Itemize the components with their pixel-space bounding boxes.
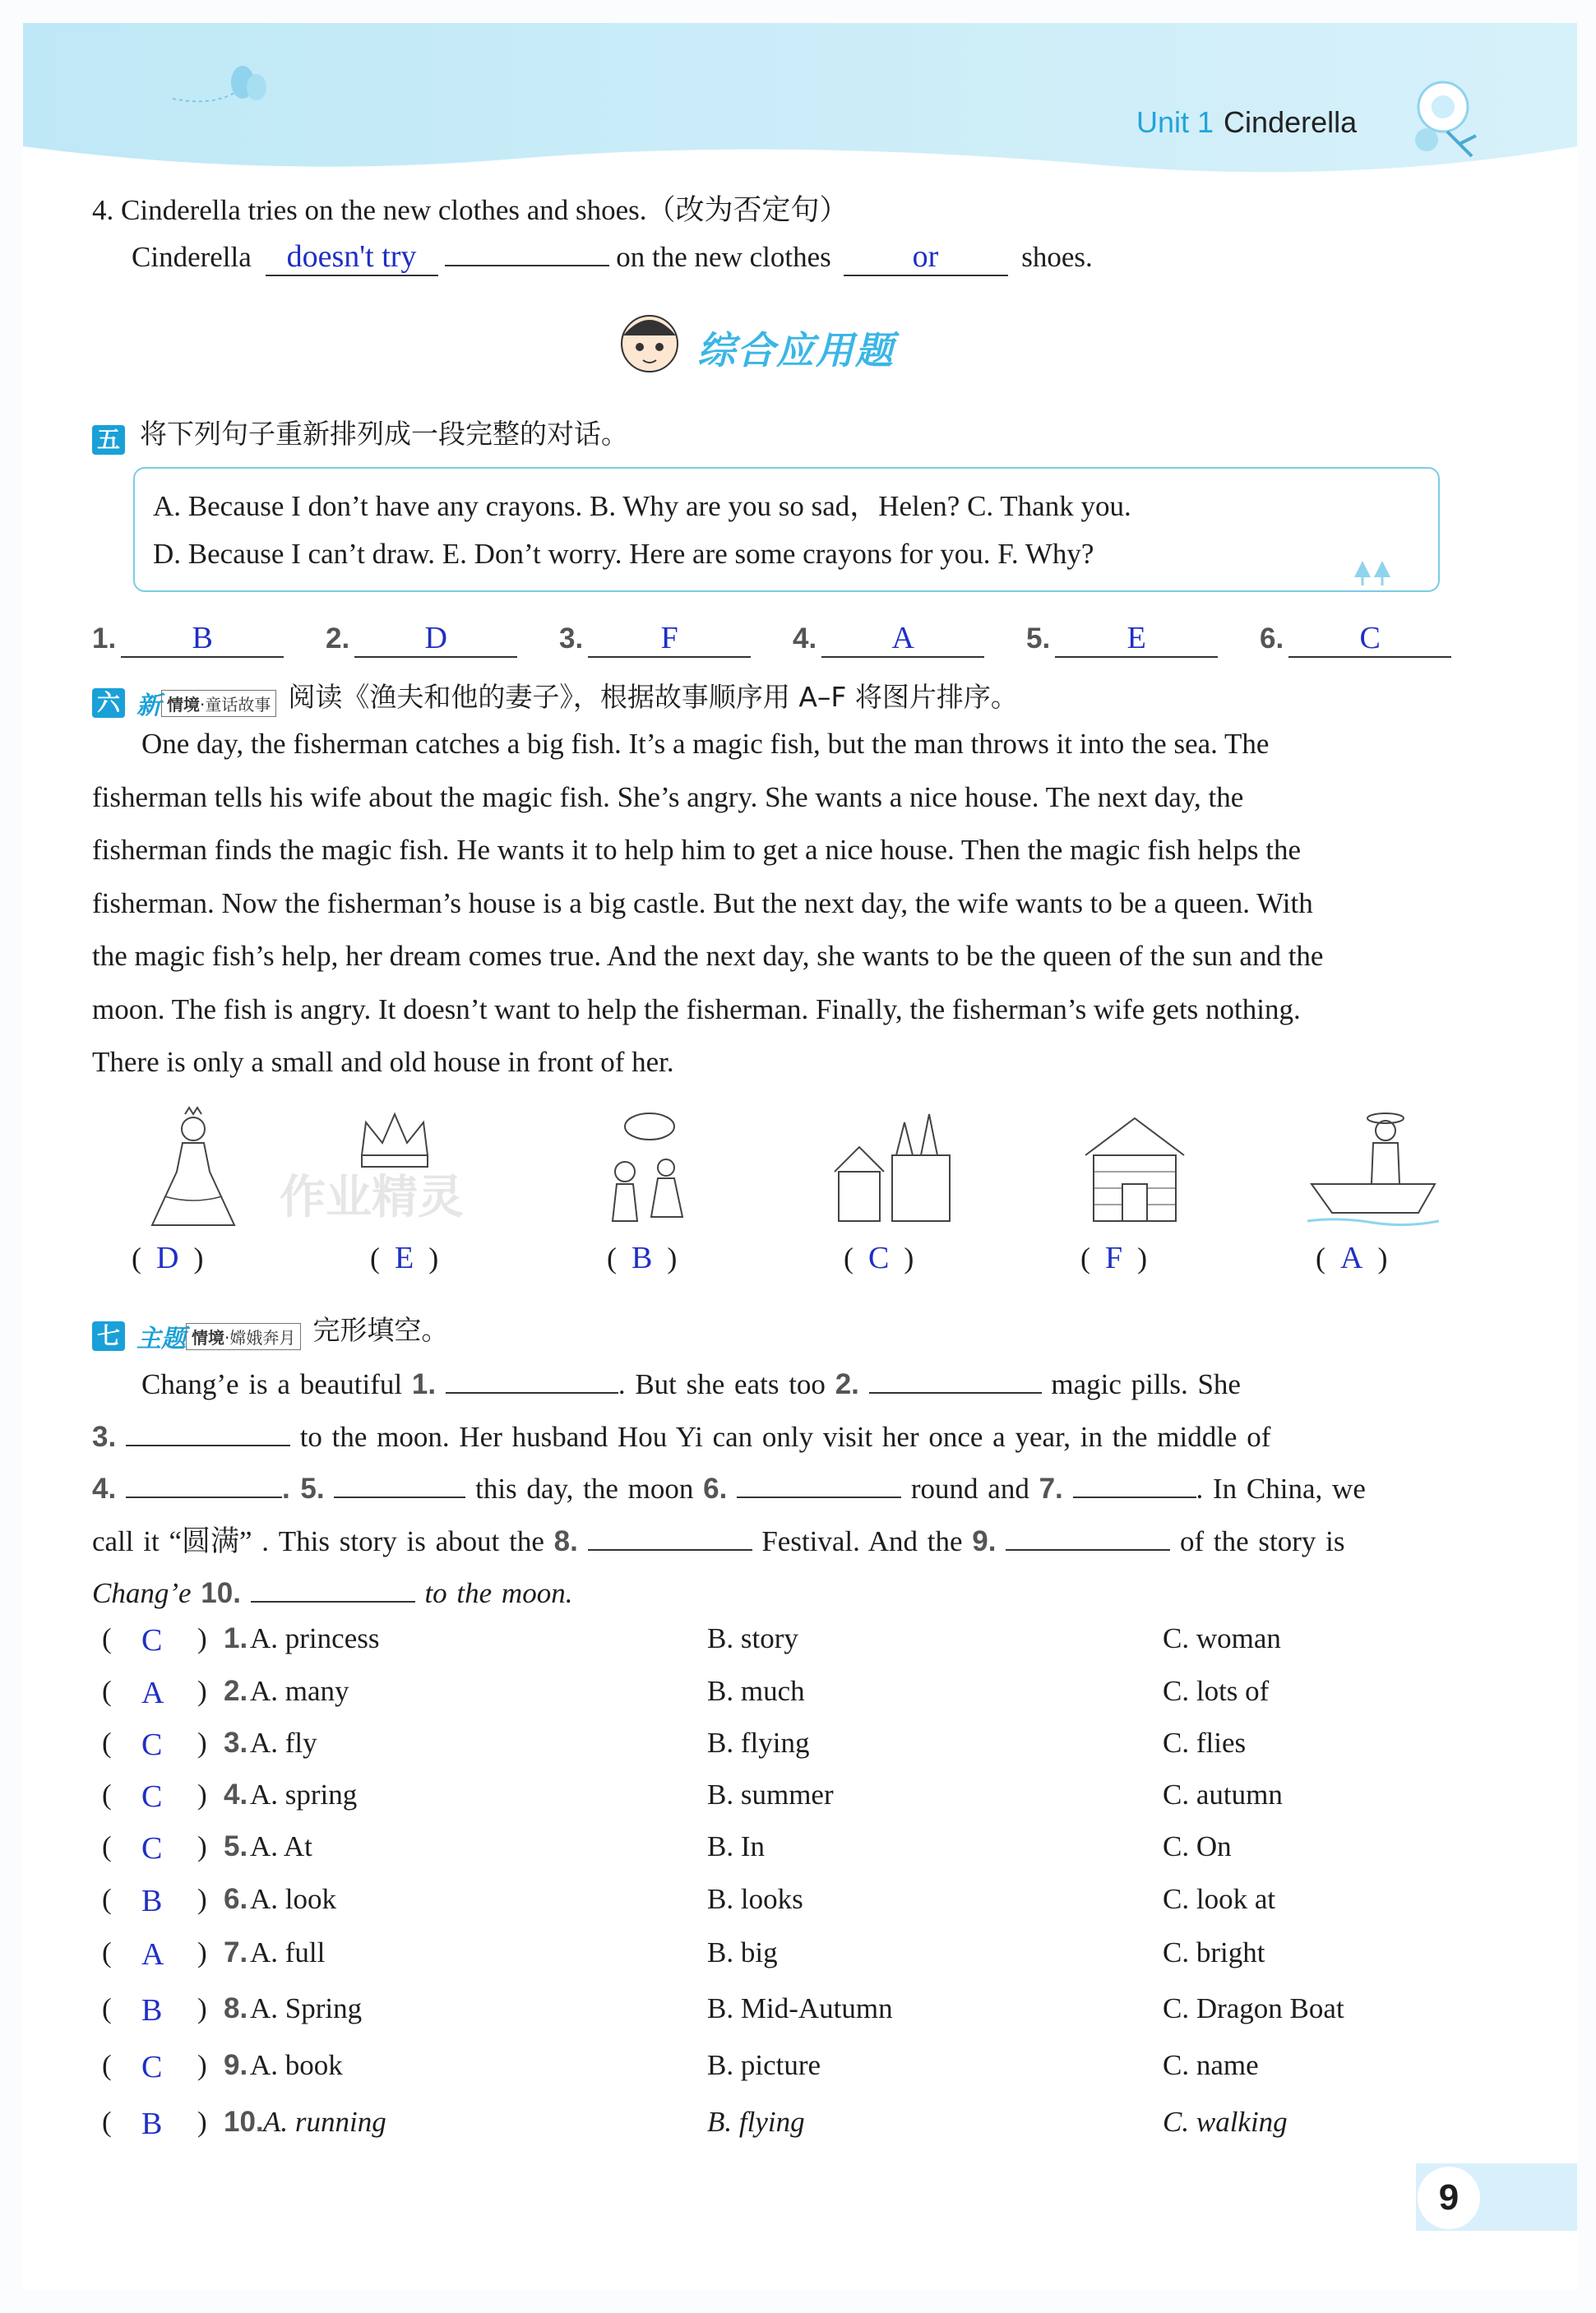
picture-answer-2-letter: E (395, 1241, 414, 1275)
sec6-line-3: fisherman finds the magic fish. He wants it to help him to get a nice house. Then the magic fish helps the (92, 834, 1301, 866)
question-paren-close: ) (197, 1675, 207, 1707)
sec7-num-5: . 5. (281, 1473, 325, 1505)
picture-answer-6: ( A ) (1316, 1241, 1388, 1275)
sec6-line-6: moon. The fish is angry. It doesn’t want to help the fisherman. Finally, the fisherman’s wife gets nothing. (92, 992, 1301, 1025)
q4-answer-line (132, 238, 1093, 276)
banner-title: 综合应用题 (697, 328, 895, 372)
sec5-item-4-num: 4. (793, 622, 817, 655)
sec5-answer-1: B (192, 621, 213, 655)
option-c: C. autumn (1163, 1779, 1283, 1811)
sec7-num-9: 9. (972, 1524, 997, 1557)
sec7-text-4b: Festival. And the (761, 1524, 963, 1557)
sec7-num-1: 1. (411, 1368, 437, 1400)
sec7-blank-3 (126, 1445, 290, 1446)
sec7-blank-5 (334, 1497, 465, 1498)
sec7-text-1c: magic pills. She (1051, 1368, 1241, 1400)
picture-answer-4-letter: C (868, 1241, 890, 1275)
option-b: B. flying (707, 1727, 810, 1759)
sec7-number: 七 (92, 1321, 125, 1351)
sec5-options-line1: A. Because I don’t have any crayons. B. Why are you so sad，Helen? C. Thank you. (153, 490, 1131, 522)
sec7-text-1b: . But she eats too (618, 1368, 826, 1400)
sec6-tag-topic: 童话故事 (205, 694, 271, 715)
sec7-text-2a: to the moon. Her husband Hou Yi can only visit her once a year, in the middle of (299, 1420, 1271, 1453)
question-paren-close: ) (197, 1779, 207, 1811)
sec7-passage (92, 1358, 1482, 1620)
sec5-answer-6: C (1359, 621, 1381, 655)
sec5-item-2-num: 2. (326, 622, 350, 655)
option-a: A. book (250, 2049, 343, 2081)
sec7-blank-6 (737, 1497, 901, 1498)
option-c: C. flies (1163, 1727, 1247, 1759)
sec6-line-7: There is only a small and old house in front of her. (92, 1046, 674, 1078)
question-number: 6. (224, 1883, 248, 1915)
sec7-num-4: 4. (92, 1473, 117, 1505)
option-a: A. running (263, 2106, 386, 2138)
question-answer: C (141, 1831, 163, 1866)
sec7-blank-2 (869, 1392, 1042, 1394)
question-row (92, 1883, 1490, 1932)
option-c: C. lots of (1163, 1675, 1270, 1707)
question-number: 10. (224, 2106, 264, 2138)
question-paren: ( (102, 1622, 112, 1654)
question-paren-close: ) (197, 1830, 207, 1862)
sec7-num-2: 2. (835, 1368, 859, 1400)
question-paren-close: ) (197, 1992, 207, 2024)
option-c: C. woman (1163, 1622, 1281, 1654)
sec6-passage (92, 718, 1482, 1089)
sec6-number: 六 (92, 688, 125, 718)
sec7-text-4a: call it “圆满” . This story is about the (92, 1524, 544, 1557)
sec5-blank-5 (1055, 620, 1218, 658)
question-row (92, 1675, 1490, 1724)
sec5-item-1 (92, 620, 284, 658)
question-answer: B (141, 1884, 163, 1918)
question-number: 3. (224, 1727, 248, 1759)
sec7-text-3b: round and (910, 1473, 1029, 1505)
sec7-text-1a: Chang’e is a beautiful (141, 1368, 403, 1400)
sec5-answer-4: A (891, 621, 914, 655)
sec7-text-4c: of the story is (1179, 1524, 1345, 1557)
option-b: B. picture (707, 2049, 821, 2081)
option-b: B. story (707, 1622, 798, 1654)
question-paren: ( (102, 1992, 112, 2024)
sec7-blank-10 (251, 1601, 415, 1603)
picture-answer-5: ( F ) (1080, 1241, 1148, 1275)
question-paren-close: ) (197, 2049, 207, 2081)
sec5-item-1-num: 1. (92, 622, 117, 655)
sec7-line-1 (92, 1358, 1482, 1411)
butterfly-icon (164, 58, 271, 115)
sec7-tag-context-label: 情境 (192, 1327, 224, 1348)
question-answer: C (141, 1623, 163, 1658)
question-number: 7. (224, 1936, 248, 1968)
sec6-title: 阅读《渔夫和他的妻子》，根据故事顺序用 A–F 将图片排序。 (288, 681, 1018, 713)
unit-label: Unit 1 (1136, 105, 1214, 139)
picture-fish-wife (592, 1106, 707, 1237)
q4-lead: Cinderella (132, 241, 252, 273)
sec7-text-5b: to the moon. (424, 1577, 573, 1609)
sec7-tag-topic: 嫦娥奔月 (229, 1327, 296, 1348)
option-a: A. full (250, 1936, 326, 1968)
sec5-blank-1 (121, 620, 284, 658)
option-a: A. fly (250, 1727, 317, 1759)
sec7-heading (92, 1309, 448, 1354)
picture-answer-2: ( E ) (370, 1241, 439, 1275)
sec7-tag-context: 情境·嫦娥奔月 (186, 1323, 301, 1350)
sec5-item-3-num: 3. (559, 622, 584, 655)
sec7-line-3 (92, 1463, 1482, 1515)
page-number-tab (1416, 2163, 1577, 2231)
sec6-line-1 (92, 718, 1482, 771)
sec7-line-5 (92, 1567, 1482, 1620)
question-paren-close: ) (197, 1727, 207, 1759)
question-number: 9. (224, 2049, 248, 2081)
sec7-num-10: 10. (201, 1577, 241, 1609)
sec5-answer-2: D (424, 621, 447, 655)
sec6-tag-context-label: 情境 (167, 694, 200, 715)
option-c: C. look at (1163, 1883, 1276, 1915)
picture-answer-5-letter: F (1105, 1241, 1123, 1275)
question-paren-close: ) (197, 2106, 207, 2138)
sec5-answer-5: E (1126, 621, 1146, 655)
sec6-line-2: fisherman tells his wife about the magic fish. She’s angry. She wants a nice house. The next day, the (92, 780, 1244, 813)
sec6-line-5: the magic fish’s help, her dream comes true. And the next day, she wants to be the queen of the sun and the (92, 940, 1324, 972)
question-answer: C (141, 1779, 163, 1814)
question-number: 5. (224, 1830, 248, 1862)
sec6-line-1-text: One day, the fisherman catches a big fish. It’s a magic fish, but the man throws it into the sea. The (141, 728, 1270, 760)
sec7-blank-8 (588, 1549, 752, 1551)
page-number: 9 (1418, 2167, 1480, 2229)
sec7-num-8: 8. (553, 1524, 578, 1557)
sec6-heading (92, 676, 1018, 721)
q4-blank-2 (445, 265, 609, 266)
sec7-blank-4 (126, 1497, 282, 1498)
sec7-blank-9 (1006, 1549, 1170, 1551)
picture-answer-3: ( B ) (607, 1241, 678, 1275)
sec5-blank-6 (1288, 620, 1451, 658)
q4-answer-2: or (912, 239, 939, 274)
question-answer: C (141, 1728, 163, 1762)
question-answer: B (141, 2107, 163, 2141)
question-paren: ( (102, 1727, 112, 1759)
sec7-blank-7 (1073, 1497, 1196, 1498)
sec7-num-3: 3. (92, 1420, 117, 1453)
question-row (92, 1936, 1490, 1986)
question-answer: B (141, 1993, 163, 2028)
sec7-text-3c: . In China, we (1196, 1473, 1366, 1505)
sec7-text-5a: Chang’e (92, 1577, 192, 1609)
sec5-heading (92, 413, 628, 455)
picture-answer-1-letter: D (156, 1241, 179, 1275)
question-paren-close: ) (197, 1622, 207, 1654)
sec7-text-3a: this day, the moon (475, 1473, 694, 1505)
header-unit-title (1136, 105, 1357, 140)
q4-blank-1 (266, 238, 438, 276)
question-paren: ( (102, 2106, 112, 2138)
option-b: B. summer (707, 1779, 834, 1811)
option-a: A. many (250, 1675, 349, 1707)
sec5-answer-row (92, 613, 1490, 663)
sec7-num-7: 7. (1039, 1473, 1063, 1505)
question-number: 2. (224, 1675, 248, 1707)
question-paren: ( (102, 1779, 112, 1811)
question-row (92, 1622, 1490, 1672)
sec6-tag-new: 新 (136, 692, 161, 721)
boy-icon (608, 303, 691, 385)
picture-answer-6-letter: A (1340, 1241, 1363, 1275)
question-row (92, 2106, 1490, 2155)
sec7-line-4 (92, 1515, 1482, 1568)
question-row (92, 1992, 1490, 2042)
unit-title: Cinderella (1224, 105, 1358, 139)
sec5-item-4 (793, 620, 984, 658)
question-paren-close: ) (197, 1936, 207, 1968)
question-row (92, 1830, 1490, 1880)
option-b: B. In (707, 1830, 765, 1862)
sec6-tag-context: 情境·童话故事 (161, 690, 276, 717)
sec5-item-2 (326, 620, 517, 658)
question-row (92, 1727, 1490, 1776)
picture-fisherman-boat (1307, 1106, 1439, 1237)
sec7-num-6: 6. (703, 1473, 728, 1505)
flower-icon (1398, 66, 1497, 164)
question-answer: A (141, 1937, 164, 1972)
picture-castle (830, 1106, 962, 1237)
question-paren: ( (102, 2049, 112, 2081)
sec5-item-6-num: 6. (1260, 622, 1284, 655)
sec7-blank-1 (446, 1392, 618, 1394)
option-b: B. big (707, 1936, 778, 1968)
option-b: B. Mid-Autumn (707, 1992, 893, 2024)
sec5-blank-4 (821, 620, 984, 658)
option-c: C. name (1163, 2049, 1259, 2081)
option-b: B. looks (707, 1883, 803, 1915)
option-b: B. flying (707, 2106, 805, 2138)
picture-old-house (1077, 1106, 1192, 1237)
sec5-item-3 (559, 620, 751, 658)
trees-icon (1353, 559, 1394, 587)
q4-answer-1: doesn't try (286, 239, 417, 274)
sec5-options-line2: D. Because I can’t draw. E. Don’t worry. Here are some crayons for you. F. Why? (153, 538, 1094, 570)
sec7-title: 完形填空。 (312, 1314, 449, 1346)
q4-tail: shoes. (1021, 241, 1093, 273)
option-a: A. spring (250, 1779, 358, 1811)
sec5-number: 五 (92, 425, 125, 455)
question-row (92, 2049, 1490, 2098)
sec5-answer-3: F (660, 621, 678, 655)
option-a: A. Spring (250, 1992, 363, 2024)
sec6-line-4: fisherman. Now the fisherman’s house is a big castle. But the next day, the wife wants to be a queen. With (92, 886, 1313, 919)
question-answer: C (141, 2050, 163, 2084)
option-c: C. On (1163, 1830, 1232, 1862)
q4-sentence: 4. Cinderella tries on the new clothes and shoes.（改为否定句） (92, 194, 849, 226)
q4-blank-3 (844, 238, 1008, 276)
sec7-tag-theme: 主题 (136, 1325, 186, 1354)
question-answer: A (141, 1676, 164, 1710)
sec5-title: 将下列句子重新排列成一段完整的对话。 (140, 418, 628, 450)
picture-princess (132, 1106, 255, 1237)
question-paren: ( (102, 1936, 112, 1968)
picture-answer-1: ( D ) (132, 1241, 204, 1275)
option-c: C. walking (1163, 2106, 1288, 2138)
question-number: 1. (224, 1622, 248, 1654)
sec5-blank-3 (588, 620, 751, 658)
sec7-line-2 (92, 1411, 1482, 1464)
option-a: A. princess (250, 1622, 380, 1654)
picture-crown (271, 1106, 485, 1237)
option-a: A. At (250, 1830, 312, 1862)
q4-mid: on the new clothes (616, 241, 831, 273)
option-b: B. much (707, 1675, 805, 1707)
question-paren-close: ) (197, 1883, 207, 1915)
option-a: A. look (250, 1883, 336, 1915)
picture-answer-4: ( C ) (844, 1241, 914, 1275)
sec5-blank-2 (354, 620, 517, 658)
sec5-item-5 (1026, 620, 1218, 658)
question-row (92, 1779, 1490, 1828)
sec5-item-5-num: 5. (1026, 622, 1051, 655)
question-paren: ( (102, 1830, 112, 1862)
question-paren: ( (102, 1675, 112, 1707)
option-c: C. bright (1163, 1936, 1265, 1968)
picture-answer-3-letter: B (631, 1241, 653, 1275)
watermark-text: 作业精灵 (280, 1171, 464, 1224)
option-c: C. Dragon Boat (1163, 1992, 1344, 2024)
question-number: 4. (224, 1779, 248, 1811)
sec5-item-6 (1260, 620, 1451, 658)
question-number: 8. (224, 1992, 248, 2024)
question-paren: ( (102, 1883, 112, 1915)
